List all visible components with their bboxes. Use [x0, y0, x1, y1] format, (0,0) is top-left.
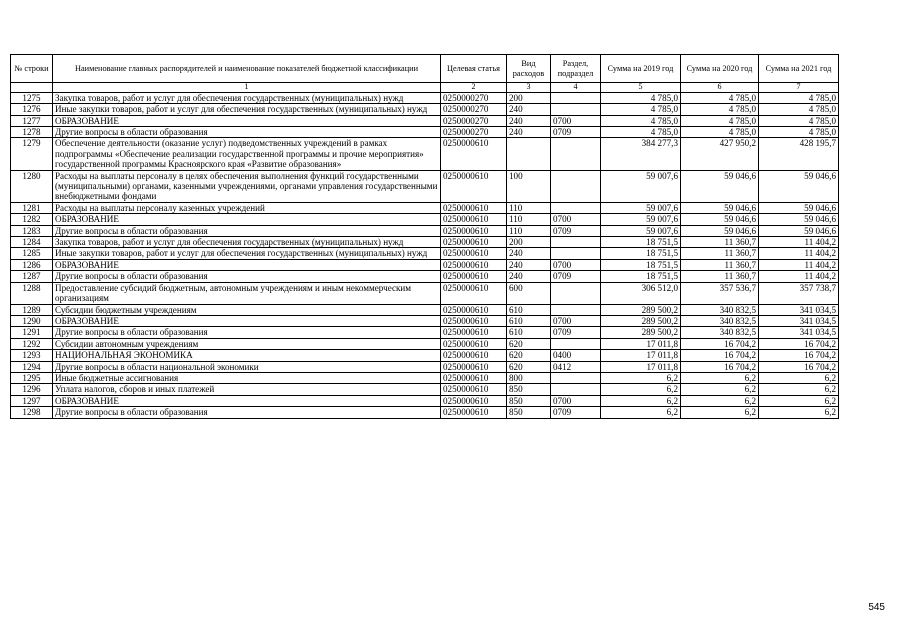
row-name: Закупка товаров, работ и услуг для обеспечения государственных (муниципальных) нужд [53, 237, 441, 248]
row-name: Другие вопросы в области национальной экономики [53, 361, 441, 372]
row-name: Предоставление субсидий бюджетным, автономным учреждениям и иным некоммерческим организациям [53, 282, 441, 304]
row-target-article: 0250000610 [441, 327, 507, 338]
row-sum-2020: 427 950,2 [681, 138, 759, 170]
row-sum-2020: 4 785,0 [681, 127, 759, 138]
header-sum-2019: Сумма на 2019 год [601, 55, 681, 83]
row-sum-2021: 4 785,0 [759, 92, 839, 103]
table-row [11, 338, 839, 349]
table-row [11, 225, 839, 236]
row-sum-2019: 4 785,0 [601, 115, 681, 126]
row-sum-2020: 6,2 [681, 384, 759, 395]
row-number: 1297 [11, 395, 53, 406]
row-target-article: 0250000610 [441, 361, 507, 372]
colnum-cell: 4 [551, 83, 601, 93]
row-sum-2019: 6,2 [601, 395, 681, 406]
header-sum-2020: Сумма на 2020 год [681, 55, 759, 83]
table-row [11, 384, 839, 395]
row-number: 1278 [11, 127, 53, 138]
row-target-article: 0250000610 [441, 372, 507, 383]
row-expense-type: 850 [507, 407, 551, 418]
table-row [11, 361, 839, 372]
row-number: 1290 [11, 315, 53, 326]
row-number: 1282 [11, 214, 53, 225]
row-target-article: 0250000610 [441, 350, 507, 361]
colnum-cell: 2 [441, 83, 507, 93]
row-number: 1289 [11, 304, 53, 315]
row-sum-2019: 59 007,6 [601, 225, 681, 236]
row-target-article: 0250000610 [441, 271, 507, 282]
table-row [11, 104, 839, 115]
row-sum-2020: 16 704,2 [681, 361, 759, 372]
row-target-article: 0250000610 [441, 248, 507, 259]
row-expense-type: 620 [507, 350, 551, 361]
row-target-article: 0250000610 [441, 395, 507, 406]
row-number: 1276 [11, 104, 53, 115]
row-target-article: 0250000610 [441, 384, 507, 395]
row-sum-2021: 59 046,6 [759, 214, 839, 225]
row-sum-2021: 6,2 [759, 407, 839, 418]
row-sum-2021: 16 704,2 [759, 361, 839, 372]
row-target-article: 0250000610 [441, 407, 507, 418]
row-expense-type: 240 [507, 104, 551, 115]
row-sum-2020: 59 046,6 [681, 225, 759, 236]
row-sum-2019: 17 011,8 [601, 338, 681, 349]
row-number: 1286 [11, 259, 53, 270]
row-number: 1298 [11, 407, 53, 418]
row-name: Расходы на выплаты персоналу казенных учреждений [53, 202, 441, 213]
row-sum-2020: 59 046,6 [681, 170, 759, 202]
row-section [551, 372, 601, 383]
row-sum-2020: 16 704,2 [681, 350, 759, 361]
row-sum-2021: 341 034,5 [759, 304, 839, 315]
row-sum-2019: 17 011,8 [601, 361, 681, 372]
row-target-article: 0250000270 [441, 104, 507, 115]
row-target-article: 0250000610 [441, 202, 507, 213]
row-section: 0400 [551, 350, 601, 361]
row-number: 1292 [11, 338, 53, 349]
row-sum-2021: 341 034,5 [759, 327, 839, 338]
row-name: ОБРАЗОВАНИЕ [53, 259, 441, 270]
row-expense-type: 240 [507, 127, 551, 138]
row-expense-type: 610 [507, 327, 551, 338]
table-row [11, 372, 839, 383]
row-section: 0709 [551, 271, 601, 282]
row-number: 1291 [11, 327, 53, 338]
row-expense-type: 620 [507, 338, 551, 349]
colnum-cell: 7 [759, 83, 839, 93]
row-sum-2020: 4 785,0 [681, 92, 759, 103]
row-sum-2021: 16 704,2 [759, 350, 839, 361]
row-sum-2020: 6,2 [681, 407, 759, 418]
row-target-article: 0250000610 [441, 282, 507, 304]
row-sum-2021: 6,2 [759, 372, 839, 383]
table-row [11, 282, 839, 304]
row-section: 0412 [551, 361, 601, 372]
row-section [551, 282, 601, 304]
row-sum-2020: 11 360,7 [681, 271, 759, 282]
row-number: 1285 [11, 248, 53, 259]
row-name: ОБРАЗОВАНИЕ [53, 115, 441, 126]
row-sum-2021: 4 785,0 [759, 115, 839, 126]
row-section [551, 138, 601, 170]
row-target-article: 0250000610 [441, 138, 507, 170]
row-expense-type [507, 138, 551, 170]
row-sum-2020: 4 785,0 [681, 104, 759, 115]
row-name: ОБРАЗОВАНИЕ [53, 315, 441, 326]
row-sum-2021: 59 046,6 [759, 170, 839, 202]
row-expense-type: 800 [507, 372, 551, 383]
colnum-cell: 3 [507, 83, 551, 93]
row-sum-2019: 17 011,8 [601, 350, 681, 361]
row-section [551, 304, 601, 315]
row-expense-type: 100 [507, 170, 551, 202]
row-sum-2019: 289 500,2 [601, 315, 681, 326]
row-number: 1288 [11, 282, 53, 304]
row-section: 0700 [551, 315, 601, 326]
row-name: Иные закупки товаров, работ и услуг для обеспечения государственных (муниципальных) нужд [53, 104, 441, 115]
row-sum-2019: 6,2 [601, 372, 681, 383]
table-row [11, 115, 839, 126]
row-number: 1275 [11, 92, 53, 103]
table-body [11, 92, 839, 418]
table-row [11, 92, 839, 103]
budget-table [10, 54, 839, 419]
row-number: 1281 [11, 202, 53, 213]
colnum-cell: 5 [601, 83, 681, 93]
column-numbers-row [11, 83, 839, 93]
row-name: Субсидии бюджетным учреждениям [53, 304, 441, 315]
row-name: Иные закупки товаров, работ и услуг для обеспечения государственных (муниципальных) нужд [53, 248, 441, 259]
row-sum-2019: 4 785,0 [601, 92, 681, 103]
row-sum-2019: 4 785,0 [601, 127, 681, 138]
row-name: ОБРАЗОВАНИЕ [53, 395, 441, 406]
row-section [551, 202, 601, 213]
row-name: Другие вопросы в области образования [53, 225, 441, 236]
table-row [11, 271, 839, 282]
row-sum-2021: 357 738,7 [759, 282, 839, 304]
row-number: 1284 [11, 237, 53, 248]
row-expense-type: 240 [507, 271, 551, 282]
row-sum-2019: 59 007,6 [601, 202, 681, 213]
row-target-article: 0250000610 [441, 225, 507, 236]
colnum-cell [11, 83, 53, 93]
budget-sheet [10, 54, 838, 419]
row-name: Расходы на выплаты персоналу в целях обеспечения выполнения функций государственными (муниципальными) органами, казенными учреждениями, органами управления государственными внебюджетными фондами [53, 170, 441, 202]
table-row [11, 327, 839, 338]
header-name: Наименование главных распорядителей и наименование показателей бюджетной классификации [53, 55, 441, 83]
row-sum-2021: 11 404,2 [759, 248, 839, 259]
row-expense-type: 200 [507, 237, 551, 248]
row-sum-2019: 289 500,2 [601, 304, 681, 315]
row-sum-2020: 340 832,5 [681, 327, 759, 338]
row-section [551, 237, 601, 248]
row-name: Другие вопросы в области образования [53, 127, 441, 138]
row-expense-type: 610 [507, 304, 551, 315]
row-number: 1296 [11, 384, 53, 395]
table-row [11, 237, 839, 248]
row-target-article: 0250000610 [441, 170, 507, 202]
row-section: 0709 [551, 225, 601, 236]
header-sum-2021: Сумма на 2021 год [759, 55, 839, 83]
row-sum-2021: 6,2 [759, 395, 839, 406]
row-section: 0709 [551, 327, 601, 338]
row-sum-2019: 59 007,6 [601, 170, 681, 202]
row-sum-2021: 11 404,2 [759, 237, 839, 248]
row-name: Иные бюджетные ассигнования [53, 372, 441, 383]
row-sum-2021: 4 785,0 [759, 104, 839, 115]
row-number: 1280 [11, 170, 53, 202]
table-row [11, 407, 839, 418]
row-expense-type: 620 [507, 361, 551, 372]
row-expense-type: 110 [507, 214, 551, 225]
row-number: 1277 [11, 115, 53, 126]
row-expense-type: 200 [507, 92, 551, 103]
row-expense-type: 850 [507, 395, 551, 406]
table-row [11, 138, 839, 170]
row-name: Закупка товаров, работ и услуг для обеспечения государственных (муниципальных) нужд [53, 92, 441, 103]
row-expense-type: 240 [507, 259, 551, 270]
row-target-article: 0250000610 [441, 214, 507, 225]
row-sum-2019: 306 512,0 [601, 282, 681, 304]
row-sum-2020: 357 536,7 [681, 282, 759, 304]
row-name: ОБРАЗОВАНИЕ [53, 214, 441, 225]
row-sum-2021: 341 034,5 [759, 315, 839, 326]
row-name: Уплата налогов, сборов и иных платежей [53, 384, 441, 395]
row-sum-2019: 18 751,5 [601, 271, 681, 282]
table-row [11, 350, 839, 361]
row-target-article: 0250000610 [441, 259, 507, 270]
row-target-article: 0250000270 [441, 115, 507, 126]
row-sum-2020: 340 832,5 [681, 315, 759, 326]
header-code: Целевая статья [441, 55, 507, 83]
row-sum-2021: 4 785,0 [759, 127, 839, 138]
row-expense-type: 240 [507, 248, 551, 259]
row-target-article: 0250000610 [441, 315, 507, 326]
row-sum-2019: 18 751,5 [601, 248, 681, 259]
colnum-cell: 1 [53, 83, 441, 93]
row-name: Субсидии автономным учреждениям [53, 338, 441, 349]
header-num: № строки [11, 55, 53, 83]
row-target-article: 0250000270 [441, 127, 507, 138]
row-section [551, 92, 601, 103]
row-section [551, 170, 601, 202]
table-row [11, 395, 839, 406]
table-row [11, 248, 839, 259]
row-number: 1283 [11, 225, 53, 236]
row-section: 0700 [551, 214, 601, 225]
row-sum-2019: 6,2 [601, 407, 681, 418]
row-expense-type: 610 [507, 315, 551, 326]
row-sum-2020: 4 785,0 [681, 115, 759, 126]
row-section: 0709 [551, 127, 601, 138]
row-sum-2019: 6,2 [601, 384, 681, 395]
row-number: 1294 [11, 361, 53, 372]
row-sum-2019: 18 751,5 [601, 237, 681, 248]
row-target-article: 0250000610 [441, 237, 507, 248]
row-name: Другие вопросы в области образования [53, 407, 441, 418]
table-row [11, 214, 839, 225]
row-sum-2020: 59 046,6 [681, 214, 759, 225]
table-row [11, 304, 839, 315]
row-number: 1293 [11, 350, 53, 361]
header-vid: Вид расходов [507, 55, 551, 83]
table-header-row [11, 55, 839, 83]
row-sum-2020: 16 704,2 [681, 338, 759, 349]
row-name: Другие вопросы в области образования [53, 327, 441, 338]
row-expense-type: 600 [507, 282, 551, 304]
row-section: 0700 [551, 115, 601, 126]
row-section [551, 248, 601, 259]
row-number: 1287 [11, 271, 53, 282]
header-razdel: Раздел, подраздел [551, 55, 601, 83]
row-sum-2019: 59 007,6 [601, 214, 681, 225]
colnum-cell: 6 [681, 83, 759, 93]
row-section: 0700 [551, 259, 601, 270]
row-section: 0700 [551, 395, 601, 406]
row-sum-2021: 59 046,6 [759, 202, 839, 213]
row-sum-2019: 18 751,5 [601, 259, 681, 270]
row-number: 1279 [11, 138, 53, 170]
row-sum-2020: 59 046,6 [681, 202, 759, 213]
row-target-article: 0250000270 [441, 92, 507, 103]
row-target-article: 0250000610 [441, 304, 507, 315]
row-number: 1295 [11, 372, 53, 383]
row-sum-2021: 428 195,7 [759, 138, 839, 170]
row-name: НАЦИОНАЛЬНАЯ ЭКОНОМИКА [53, 350, 441, 361]
row-target-article: 0250000610 [441, 338, 507, 349]
row-expense-type: 240 [507, 115, 551, 126]
table-row [11, 202, 839, 213]
row-sum-2020: 340 832,5 [681, 304, 759, 315]
row-sum-2020: 6,2 [681, 395, 759, 406]
row-sum-2020: 11 360,7 [681, 248, 759, 259]
table-row [11, 170, 839, 202]
row-section [551, 104, 601, 115]
row-sum-2021: 6,2 [759, 384, 839, 395]
row-section [551, 338, 601, 349]
row-sum-2020: 11 360,7 [681, 259, 759, 270]
row-section [551, 384, 601, 395]
table-row [11, 127, 839, 138]
row-sum-2019: 289 500,2 [601, 327, 681, 338]
row-sum-2021: 11 404,2 [759, 271, 839, 282]
row-sum-2021: 16 704,2 [759, 338, 839, 349]
row-name: Другие вопросы в области образования [53, 271, 441, 282]
row-expense-type: 110 [507, 225, 551, 236]
row-sum-2021: 59 046,6 [759, 225, 839, 236]
table-row [11, 259, 839, 270]
row-section: 0709 [551, 407, 601, 418]
row-expense-type: 110 [507, 202, 551, 213]
row-sum-2019: 384 277,3 [601, 138, 681, 170]
row-sum-2020: 11 360,7 [681, 237, 759, 248]
row-sum-2019: 4 785,0 [601, 104, 681, 115]
page-number: 545 [868, 602, 885, 613]
row-sum-2020: 6,2 [681, 372, 759, 383]
row-name: Обеспечение деятельности (оказание услуг) подведомственных учреждений в рамках подпрограммы «Обеспечение реализации государственной программы и прочие мероприятия» государственной программы Красноярского края «Развитие образования» [53, 138, 441, 170]
table-row [11, 315, 839, 326]
row-sum-2021: 11 404,2 [759, 259, 839, 270]
row-expense-type: 850 [507, 384, 551, 395]
